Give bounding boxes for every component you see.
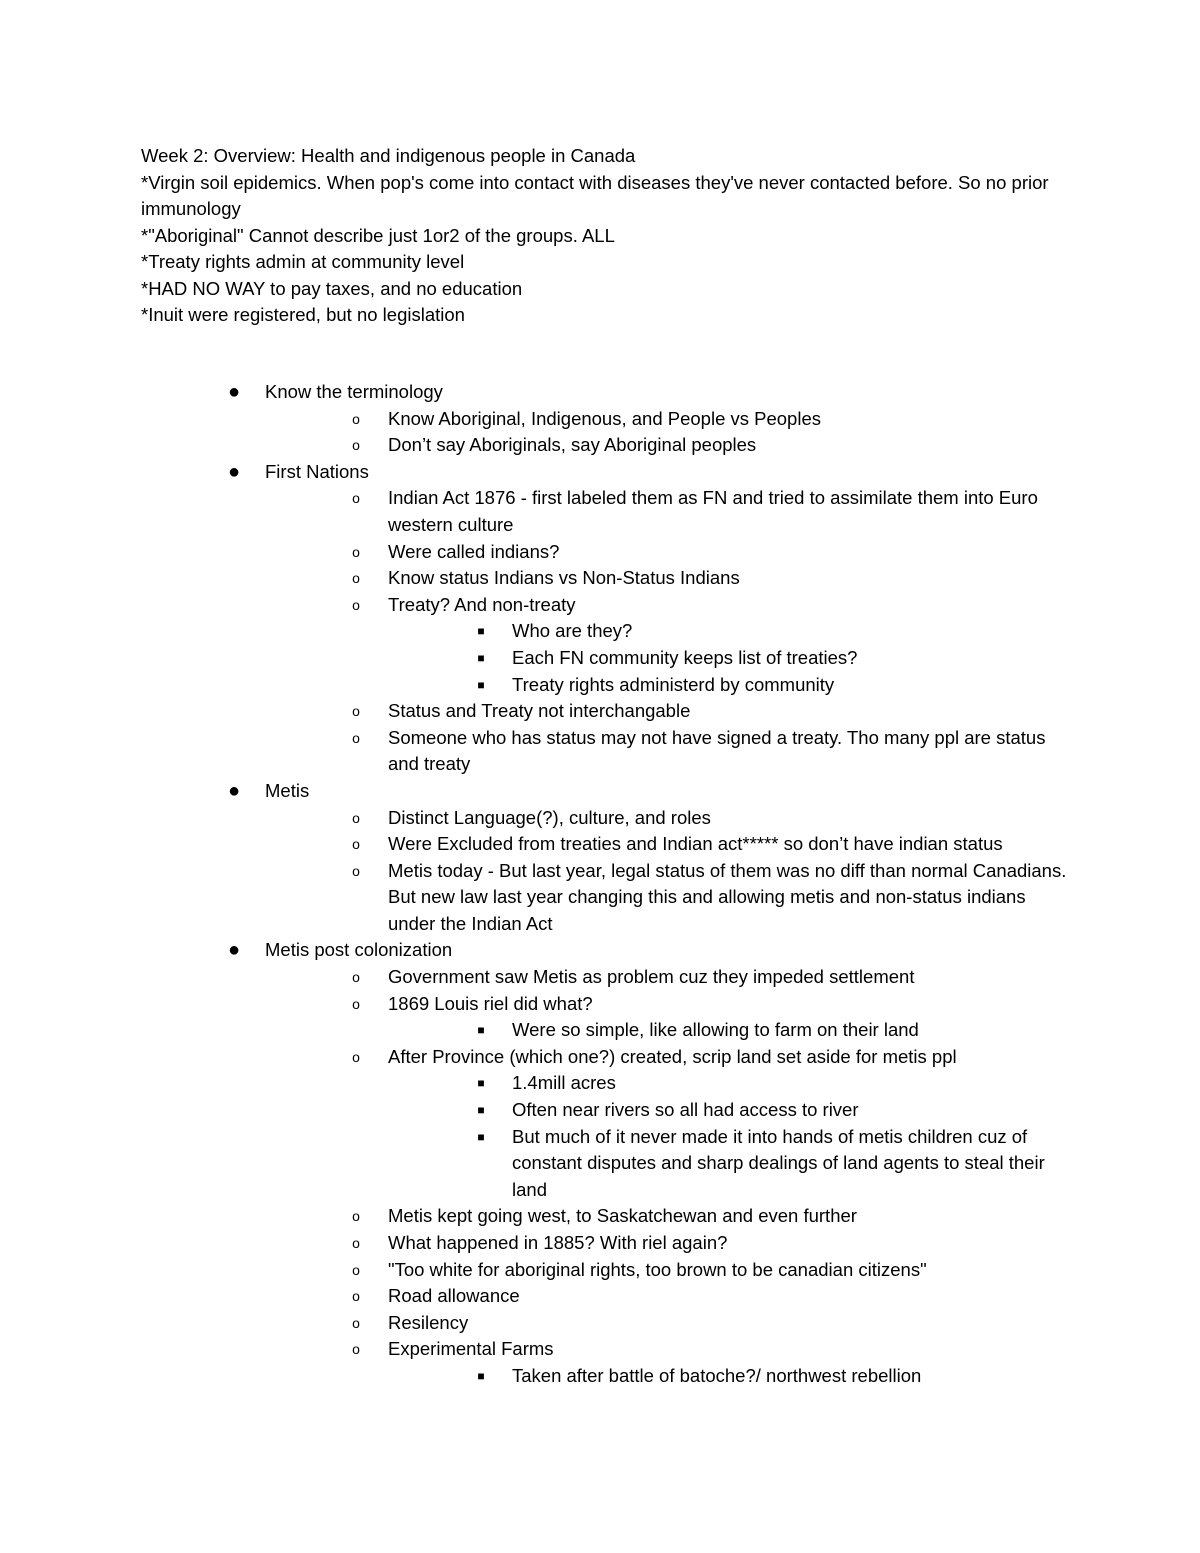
- list-item-text: Treaty rights administerd by community: [512, 673, 835, 695]
- list-item-level-2: [0, 565, 1200, 592]
- bullet-square-icon: ■: [477, 1103, 485, 1118]
- bullet-circle-icon: o: [352, 410, 360, 427]
- list-item-level-1: [0, 937, 1200, 964]
- list-item-text: Often near rivers so all had access to river: [512, 1099, 859, 1121]
- list-item-level-3: [0, 1017, 1200, 1044]
- bullet-circle-icon: o: [352, 969, 360, 986]
- list-item-text: Were Excluded from treaties and Indian act***** so don’t have indian status: [388, 833, 1003, 855]
- list-item-level-1: [0, 778, 1200, 805]
- list-item-level-3: [0, 1070, 1200, 1097]
- list-item-level-3: [0, 1363, 1200, 1390]
- list-item-text: Each FN community keeps list of treaties?: [512, 646, 858, 668]
- list-item-level-2: [0, 432, 1200, 459]
- bullet-circle-icon: o: [352, 1235, 360, 1251]
- list-item-level-2: [0, 725, 1200, 778]
- list-item-level-2: [0, 698, 1200, 725]
- header-note: *Inuit were registered, but no legislation: [141, 304, 465, 325]
- list-item-level-2: [0, 831, 1200, 858]
- bullet-disc-icon: ●: [227, 381, 241, 403]
- list-item-level-1: [0, 459, 1200, 486]
- bullet-circle-icon: o: [352, 995, 360, 1012]
- document-title: Week 2: Overview: Health and indigenous people in Canada: [141, 145, 636, 166]
- list-item-level-2: [0, 964, 1200, 991]
- list-item-text: Know Aboriginal, Indigenous, and People vs Peoples: [388, 407, 821, 429]
- header-note: *Virgin soil epidemics. When pop's come into contact with diseases they've never contacted before. So no prior immunology: [141, 171, 1049, 219]
- list-item-text: After Province (which one?) created, scrip land set aside for metis ppl: [388, 1045, 957, 1067]
- list-item-text: Status and Treaty not interchangable: [388, 700, 691, 722]
- bullet-circle-icon: o: [352, 596, 360, 613]
- bullet-square-icon: ■: [477, 677, 485, 692]
- list-item-level-2: [0, 539, 1200, 566]
- list-item-level-3: [0, 672, 1200, 699]
- list-item-level-2: [0, 1336, 1200, 1363]
- bullet-square-icon: ■: [477, 1076, 485, 1091]
- bullet-circle-icon: o: [352, 570, 360, 587]
- list-item-text: What happened in 1885? With riel again?: [388, 1232, 728, 1253]
- list-item-text: Resilency: [388, 1311, 469, 1333]
- bullet-circle-icon: o: [352, 836, 360, 853]
- bullet-circle-icon: o: [352, 1314, 360, 1331]
- list-item-text: Treaty? And non-treaty: [388, 593, 576, 615]
- list-item-text: Who are they?: [512, 620, 633, 642]
- list-item-level-2: [0, 1310, 1200, 1337]
- list-item-text: 1.4mill acres: [512, 1072, 616, 1094]
- bullet-square-icon: ■: [477, 624, 485, 639]
- bullet-circle-icon: o: [352, 703, 360, 720]
- list-item-level-2: [0, 991, 1200, 1018]
- bullet-square-icon: ■: [477, 650, 485, 665]
- bullet-circle-icon: o: [352, 862, 360, 879]
- list-item-text: But much of it never made it into hands of metis children cuz of constant disputes and sharp dealings of land agents to steal their land: [512, 1125, 1045, 1200]
- bullet-circle-icon: o: [352, 543, 360, 560]
- bullet-circle-icon: o: [352, 1048, 360, 1065]
- bullet-circle-icon: o: [352, 729, 360, 746]
- list-item-level-2: [0, 485, 1200, 538]
- list-item-level-2: [0, 1283, 1200, 1310]
- list-item-level-2: [0, 406, 1200, 433]
- list-item-text: Experimental Farms: [388, 1338, 554, 1360]
- bullet-disc-icon: ●: [227, 779, 241, 802]
- bullet-circle-icon: o: [352, 1208, 360, 1225]
- list-item-text: Road allowance: [388, 1285, 520, 1307]
- bullet-circle-icon: o: [352, 490, 360, 507]
- list-item-level-2: [0, 1230, 1200, 1257]
- list-item-text: Someone who has status may not have signed a treaty. Tho many ppl are status and treaty: [388, 726, 1046, 775]
- list-item-level-2: [0, 1203, 1200, 1230]
- list-item-level-2: [0, 1257, 1200, 1284]
- list-item-text: Indian Act 1876 - first labeled them as FN and tried to assimilate them into Euro western culture: [388, 487, 1038, 535]
- list-item-level-1: [0, 379, 1200, 406]
- list-item-level-2: [0, 1044, 1200, 1071]
- list-item-level-2: [0, 805, 1200, 832]
- bullet-circle-icon: o: [352, 809, 360, 826]
- list-item-text: Government saw Metis as problem cuz they impeded settlement: [388, 966, 915, 988]
- bullet-circle-icon: o: [352, 1261, 360, 1278]
- list-item-level-2: [0, 592, 1200, 619]
- list-item-text: Taken after battle of batoche?/ northwest rebellion: [512, 1364, 922, 1386]
- list-item-level-3: [0, 1097, 1200, 1124]
- list-item-text: Distinct Language(?), culture, and roles: [388, 806, 711, 828]
- bullet-square-icon: ■: [477, 1023, 485, 1038]
- bullet-square-icon: ■: [477, 1129, 485, 1144]
- list-item-level-2: [0, 858, 1200, 938]
- list-item-text: Know status Indians vs Non-Status Indians: [388, 567, 740, 589]
- list-item-text: Were called indians?: [388, 540, 560, 562]
- list-item-text: Were so simple, like allowing to farm on their land: [512, 1019, 919, 1041]
- bullet-circle-icon: o: [352, 437, 360, 454]
- list-item-text: Know the terminology: [265, 381, 443, 402]
- list-item-text: Metis kept going west, to Saskatchewan and even further: [388, 1205, 857, 1227]
- header-note: *Treaty rights admin at community level: [141, 251, 465, 272]
- header-note: *"Aboriginal" Cannot describe just 1or2 of the groups. ALL: [141, 224, 615, 246]
- list-item-text: Metis today - But last year, legal status of them was no diff than normal Canadians. But new law last year changing this and allowing metis and non-status indians under the Indian Act: [388, 859, 1067, 934]
- list-item-text: Metis: [265, 779, 310, 801]
- list-item-level-3: [0, 1124, 1200, 1204]
- list-item-text: First Nations: [265, 460, 369, 482]
- notes-header: [141, 143, 1081, 329]
- list-item-text: Metis post colonization: [265, 939, 453, 961]
- bulleted-outline: [0, 379, 1200, 1390]
- list-item-text: "Too white for aboriginal rights, too brown to be canadian citizens": [388, 1258, 927, 1280]
- list-item-level-3: [0, 618, 1200, 645]
- bullet-disc-icon: ●: [227, 460, 241, 483]
- header-note: *HAD NO WAY to pay taxes, and no education: [141, 277, 523, 299]
- bullet-circle-icon: o: [352, 1341, 360, 1358]
- list-item-text: Don’t say Aboriginals, say Aboriginal peoples: [388, 434, 757, 456]
- bullet-disc-icon: ●: [227, 939, 241, 962]
- list-item-level-3: [0, 645, 1200, 672]
- bullet-circle-icon: o: [352, 1288, 360, 1305]
- bullet-square-icon: ■: [477, 1368, 485, 1383]
- list-item-text: 1869 Louis riel did what?: [388, 992, 593, 1014]
